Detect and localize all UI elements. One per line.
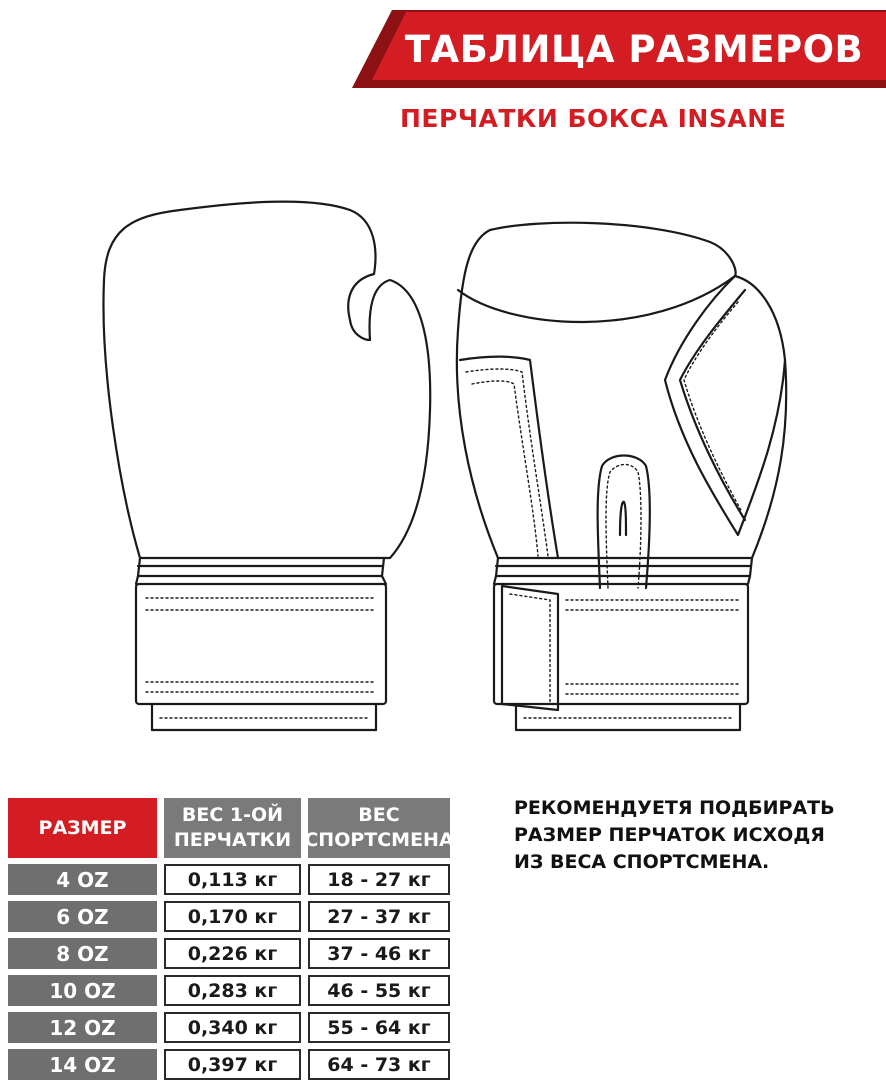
table-row-athlete-weight <box>308 901 450 932</box>
note-line: ИЗ ВЕСА СПОРТСМЕНА. <box>514 851 770 873</box>
size-value: 12 OZ <box>49 1015 116 1040</box>
table-row-glove-weight <box>164 1012 301 1043</box>
note-line: РАЗМЕР ПЕРЧАТОК ИСХОДЯ <box>514 824 825 846</box>
table-row-size <box>8 864 157 895</box>
size-value: 8 OZ <box>56 941 109 966</box>
size-value: 6 OZ <box>56 904 109 929</box>
athlete-weight-value: 55 - 64 кг <box>327 1016 431 1039</box>
page-subtitle: ПЕРЧАТКИ БОКСА INSANE <box>400 104 787 133</box>
glove-weight-value: 0,283 кг <box>187 979 278 1002</box>
glove-weight-value: 0,340 кг <box>187 1016 278 1039</box>
header-size-label: РАЗМЕР <box>38 817 127 839</box>
table-row-glove-weight <box>164 975 301 1006</box>
athlete-weight-value: 64 - 73 кг <box>327 1053 431 1076</box>
table-row-athlete-weight <box>308 1049 450 1080</box>
table-row-size <box>8 1012 157 1043</box>
recommendation-note <box>514 795 874 876</box>
athlete-weight-value: 27 - 37 кг <box>327 905 431 928</box>
athlete-weight-value: 46 - 55 кг <box>327 979 431 1002</box>
glove-weight-value: 0,226 кг <box>187 942 278 965</box>
table-row-size <box>8 975 157 1006</box>
glove-weight-value: 0,397 кг <box>187 1053 278 1076</box>
boxing-gloves-illustration <box>90 190 800 750</box>
table-row-size <box>8 1049 157 1080</box>
table-row-glove-weight <box>164 864 301 895</box>
table-row-size <box>8 938 157 969</box>
glove-palm-view <box>457 223 786 730</box>
size-value: 4 OZ <box>56 867 109 892</box>
size-value: 10 OZ <box>49 978 116 1003</box>
table-row-glove-weight <box>164 938 301 969</box>
athlete-weight-value: 37 - 46 кг <box>327 942 431 965</box>
note-line: РЕКОМЕНДУЕТЯ ПОДБИРАТЬ <box>514 797 835 819</box>
header-glove-weight-line1: ВЕС 1-ОЙ <box>181 804 284 826</box>
table-row-glove-weight <box>164 1049 301 1080</box>
table-row-athlete-weight <box>308 1012 450 1043</box>
athlete-weight-value: 18 - 27 кг <box>327 868 431 891</box>
header-glove-weight <box>164 798 301 858</box>
header-size <box>8 798 157 858</box>
table-row-athlete-weight <box>308 975 450 1006</box>
table-row-athlete-weight <box>308 938 450 969</box>
header-glove-weight-line2: ПЕРЧАТКИ <box>173 829 292 851</box>
table-row-glove-weight <box>164 901 301 932</box>
page-title: ТАБЛИЦА РАЗМЕРОВ <box>404 28 864 71</box>
title-banner <box>352 10 886 88</box>
header-athlete-weight <box>304 798 454 858</box>
table-row-athlete-weight <box>308 864 450 895</box>
glove-back-view <box>103 202 430 730</box>
header-athlete-weight-line2: СПОРТСМЕНА <box>304 829 454 851</box>
glove-weight-value: 0,113 кг <box>187 868 278 891</box>
table-row-size <box>8 901 157 932</box>
size-value: 14 OZ <box>49 1052 116 1077</box>
header-athlete-weight-line1: ВЕС <box>358 804 400 826</box>
glove-weight-value: 0,170 кг <box>187 905 278 928</box>
